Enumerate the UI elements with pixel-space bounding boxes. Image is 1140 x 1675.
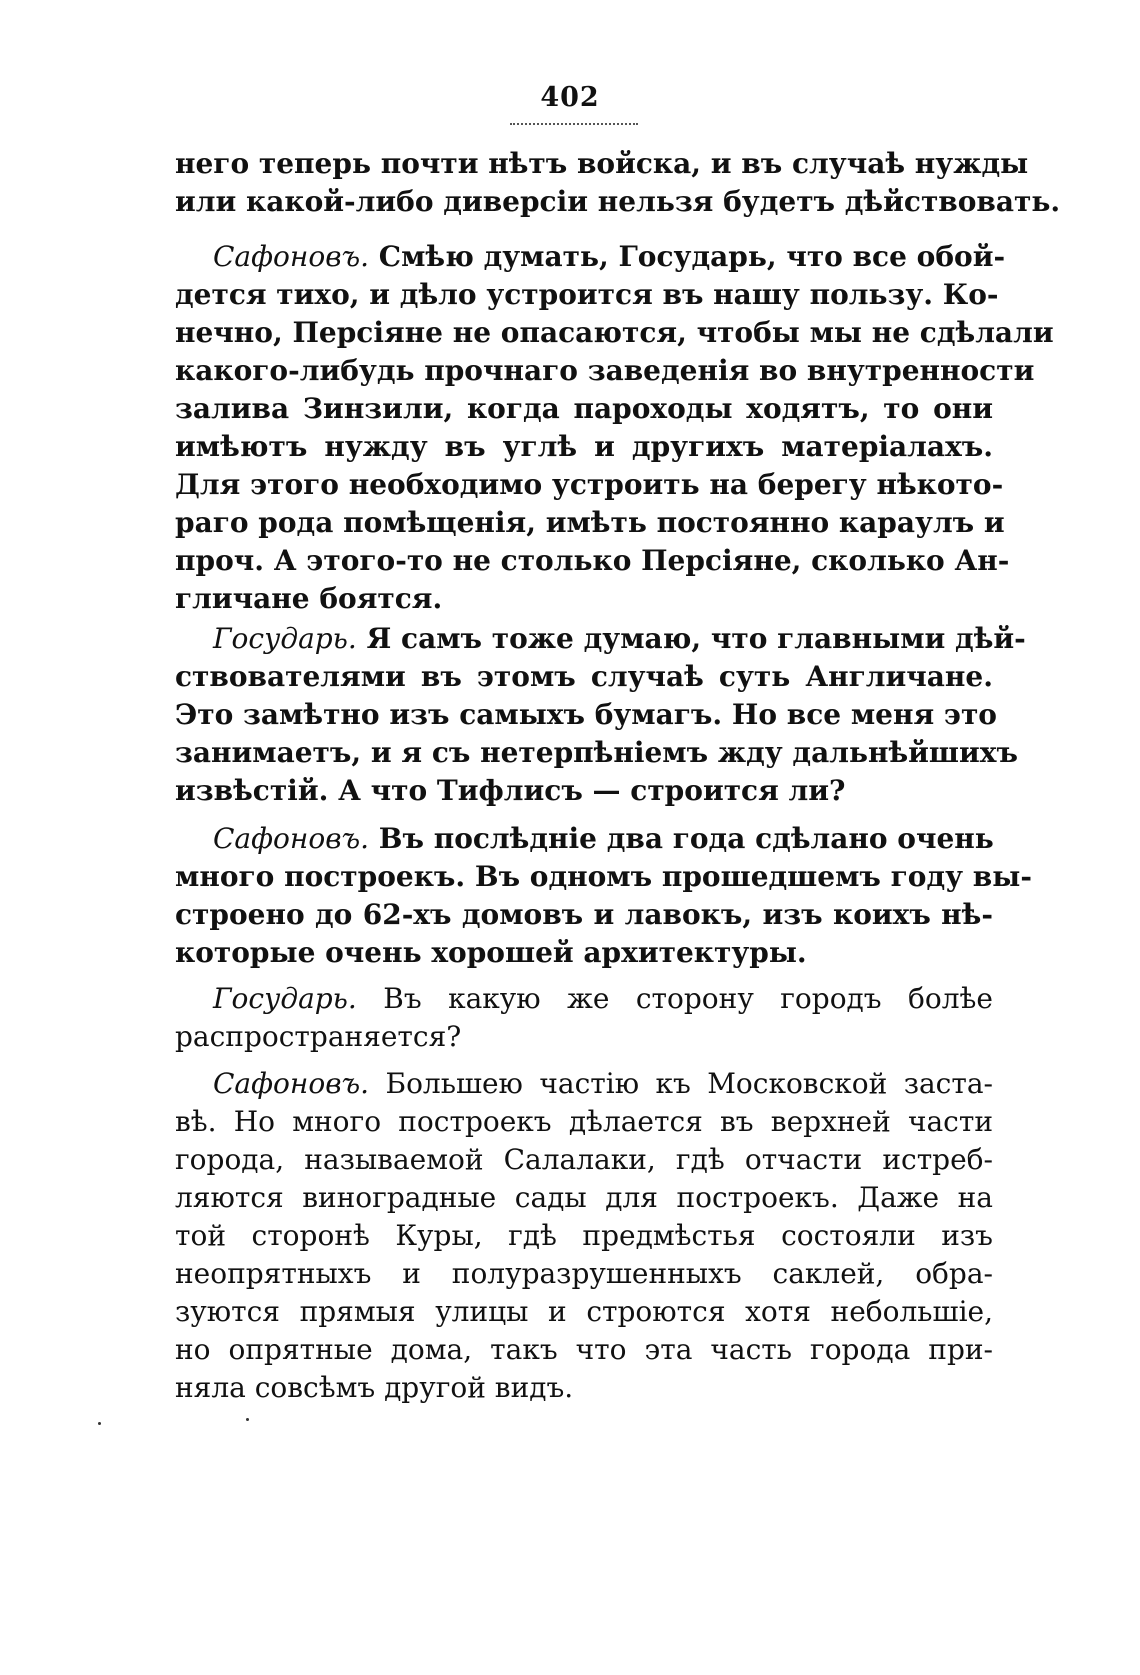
speaker-line-text: Въ какую же сторону городъ болѣе [356, 982, 993, 1015]
text-line [175, 238, 1006, 276]
text-line: занимаетъ, и я съ нетерпѣніемъ жду дальнѣйшихъ [175, 736, 1018, 769]
text-line: проч. А этого-то не столько Персіяне, сколько Ан- [175, 544, 1010, 577]
text-line [175, 1065, 993, 1103]
paragraph-4 [175, 820, 1032, 972]
text-line [175, 620, 1026, 658]
text-line: извѣстій. А что Тифлисъ — строится ли? [175, 774, 846, 807]
text-line: имѣютъ нужду въ углѣ и другихъ матеріалахъ. [175, 430, 993, 463]
page-number-rule [510, 117, 638, 125]
text-line: или какой-либо диверсіи нельзя будетъ дѣйствовать. [175, 185, 1061, 218]
speaker-name: Сафоновъ. [213, 1067, 370, 1100]
speaker-name: Сафоновъ. [213, 822, 370, 855]
speaker-name: Государь. [213, 622, 357, 655]
text-line: но опрятные дома, такъ что эта часть города при- [175, 1333, 993, 1366]
paragraph-6 [175, 1065, 993, 1407]
text-line: дется тихо, и дѣло устроится въ нашу пользу. Ко- [175, 278, 999, 311]
text-line [175, 820, 993, 858]
text-line: той сторонѣ Куры, гдѣ предмѣстья состояли изъ [175, 1219, 993, 1252]
speaker-line-text: Большею частію къ Московской заста- [369, 1067, 993, 1100]
speaker-line-text: Въ послѣдніе два года сдѣлано очень [369, 822, 994, 855]
text-line: зуются прямыя улицы и строются хотя небольшіе, [175, 1295, 993, 1328]
page-number: 402 [540, 82, 600, 113]
text-line: которые очень хорошей архитектуры. [175, 936, 807, 969]
text-line: неопрятныхъ и полуразрушенныхъ саклей, обра- [175, 1257, 993, 1290]
text-line: нечно, Персіяне не опасаются, чтобы мы не сдѣлали [175, 316, 1054, 349]
speaker-name: Государь. [213, 982, 357, 1015]
text-line: много построекъ. Въ одномъ прошедшемъ году вы- [175, 860, 1032, 893]
text-line: ствователями въ этомъ случаѣ суть Англичане. [175, 660, 993, 693]
text-line: распространяется? [175, 1020, 462, 1053]
ink-speck [246, 1418, 249, 1421]
text-line: какого-либудь прочнаго заведенія во внутренности [175, 354, 1035, 387]
text-line: вѣ. Но много построекъ дѣлается въ верхней части [175, 1105, 993, 1138]
ink-speck [98, 1422, 101, 1425]
text-line [175, 980, 993, 1018]
paragraph-3 [175, 620, 1026, 810]
text-line: няла совсѣмъ другой видъ. [175, 1371, 574, 1404]
paragraph-5 [175, 980, 993, 1056]
text-line: города, называемой Салалаки, гдѣ отчасти истреб- [175, 1143, 993, 1176]
text-line: залива Зинзили, когда пароходы ходятъ, то они [175, 392, 993, 425]
text-line: него теперь почти нѣтъ войска, и въ случаѣ нужды [175, 147, 1029, 180]
text-line: ляются виноградные сады для построекъ. Даже на [175, 1181, 993, 1214]
speaker-line-text: Я самъ тоже думаю, что главными дѣй- [356, 622, 1026, 655]
paragraph-1 [175, 145, 1061, 221]
text-line: гличане боятся. [175, 582, 443, 615]
paragraph-2 [175, 238, 1054, 618]
speaker-line-text: Смѣю думать, Государь, что все обой- [369, 240, 1006, 273]
text-line: Это замѣтно изъ самыхъ бумагъ. Но все меня это [175, 698, 997, 731]
text-line: строено до 62-хъ домовъ и лавокъ, изъ коихъ нѣ- [175, 898, 993, 931]
text-line: Для этого необходимо устроить на берегу нѣкото- [175, 468, 1004, 501]
text-line: раго рода помѣщенія, имѣть постоянно караулъ и [175, 506, 1005, 539]
speaker-name: Сафоновъ. [213, 240, 370, 273]
